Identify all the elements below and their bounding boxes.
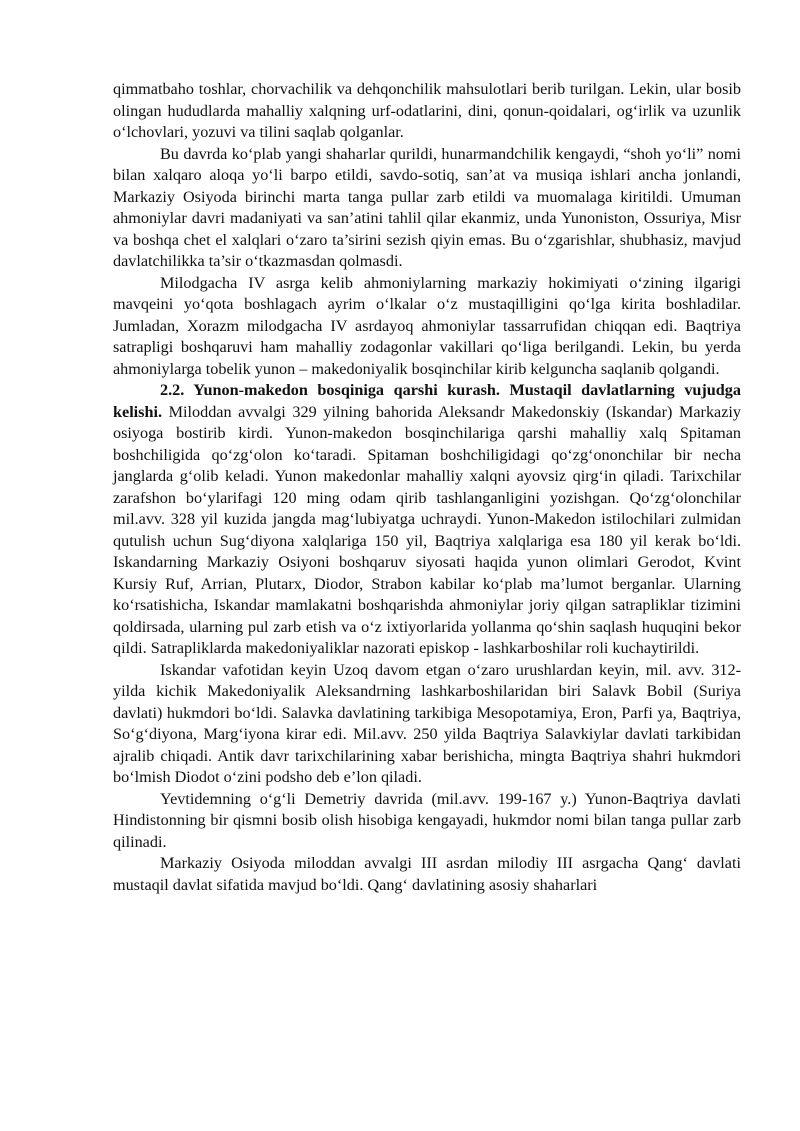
paragraph-text: qimmatbaho toshlar, chorvachilik va dehqonchilik mahsulotlari berib turilgan. Lekin, ular bosib olingan hududlarda mahalliy xalqning urf-odatlarini, dini, qonun-qoidalari, og‘irlik va uzunlik o‘lchovlari, yozuvi va tilini saqlab qolganlar. (113, 80, 741, 141)
paragraph-seleucid (113, 660, 741, 789)
paragraph-achaemenid-decline (113, 273, 741, 381)
paragraph-section-2-2 (113, 380, 741, 660)
paragraph-text: Yevtidemning o‘g‘li Demetriy davrida (mil.avv. 199-167 y.) Yunon-Baqtriya davlati Hindistonning bir qismni bosib olish hisobiga kengayadi, hukmdor nomi bilan tanga pullar zarb qilinadi. (113, 789, 741, 851)
paragraph-cities-trade (113, 144, 741, 273)
paragraph-kangju (113, 853, 741, 896)
paragraph-text: Iskandar vafotidan keyin Uzoq davom etgan o‘zaro urushlardan keyin, mil. avv. 312-yilda kichik Makedoniyalik Aleksandrning lashkarboshilaridan biri Salavk Bobil (Suriya davlati) hukmdori bo‘ldi. Salavka davlatining tarkibiga Mesopotamiya, Eron, Parfi ya, Baqtriya, So‘g‘diyona, Marg‘iyona kirar edi. Mil.avv. 250 yilda Baqtriya Salavkiylar davlati tarkibidan ajralib chiqadi. Antik davr tarixchilarining xabar berishicha, mingta Baqtriya shahri hukmdori bo‘lmish Diodot o‘zini podsho deb e’lon qiladi. (113, 660, 741, 786)
paragraph-continuation (113, 79, 741, 144)
document-page (113, 79, 741, 896)
paragraph-demetrius (113, 789, 741, 854)
paragraph-text: Miloddan avvalgi 329 yilning bahorida Aleksandr Makedonskiy (Iskandar) Markaziy osiyoga bostirib kirdi. Yunon-makedon bosqinchilariga qarshi mahalliy xalq Spitaman boshchiligida qo‘zg‘olon ko‘taradi. Spitaman boshchiligidagi qo‘zg‘ononchilar bir necha janglarda g‘olib keladi. Yunon makedonlar mahalliy xalqni ayovsiz qirg‘in qiladi. Tarixchilar zarafshon bo‘ylarifagi 120 ming odam qirib tashlanganligini yozishgan. Qo‘zg‘olonchilar mil.avv. 328 yil kuzida jangda mag‘lubiyatga uchraydi. Yunon-Makedon istilochilari zulmidan qutulish uchun Sug‘diyona xalqlariga 150 yil, Baqtriya xalqlariga esa 180 yil kerak bo‘ldi. Iskandarning Markaziy Osiyoni boshqaruv siyosati haqida yunon olimlari Gerodot, Kvint Kursiy Ruf, Arrian, Plutarx, Diodor, Strabon kabilar ko‘plab ma’lumot berganlar. Ularning ko‘rsatishicha, Iskandar mamlakatni boshqarishda ahmoniylar joriy qilgan satrapliklar tizimini qoldirsada, ularning pul zarb etish va o‘z ixtiyorlarida yollanma qo‘shin saqlash huquqini bekor qildi. Satrapliklarda makedoniyaliklar nazorati episkop - lashkarboshilar roli kuchaytirildi. (113, 402, 741, 657)
paragraph-text: Milodgacha IV asrga kelib ahmoniylarning markaziy hokimiyati o‘zining ilgarigi mavqeini yo‘qota boshlagach ayrim o‘lkalar o‘z mustaqilligini qo‘lga kirita boshladilar. Jumladan, Xorazm milodgacha IV asrdayoq ahmoniylar tassarrufidan chiqqan edi. Baqtriya satrapligi boshqaruvi ham mahalliy zodagonlar vakillari qo‘liga berilgandi. Lekin, bu yerda ahmoniylarga tobelik yunon – makedoniyalik bosqinchilar kirib kelguncha saqlanib qolgandi. (113, 273, 741, 378)
section-heading: 2.2. Yunon-makedon bosqiniga qarshi kurash. Mustaqil davlatlarning vujudga kelishi. (113, 381, 741, 421)
paragraph-text: Markaziy Osiyoda miloddan avvalgi III asrdan milodiy III asrgacha Qang‘ davlati mustaqil davlat sifatida mavjud bo‘ldi. Qang‘ davlatining asosiy shaharlari (113, 854, 741, 894)
paragraph-text: Bu davrda ko‘plab yangi shaharlar qurildi, hunarmandchilik kengaydi, “shoh yo‘li” nomi bilan xalqaro aloqa yo‘li barpo etildi, savdo-sotiq, san’at va musiqa ishlari ancha jonlandi, Markaziy Osiyoda birinchi marta tanga pullar zarb etildi va muomalaga kiritildi. Umuman ahmoniylar davri madaniyati va san’atini tahlil qilar ekanmiz, unda Yunoniston, Ossuriya, Misr va boshqa chet el xalqlari o‘zaro ta’sirini sezish qiyin emas. Bu o‘zgarishlar, shubhasiz, mavjud davlatchilikka ta’sir o‘tkazmasdan qolmasdi. (113, 144, 741, 270)
